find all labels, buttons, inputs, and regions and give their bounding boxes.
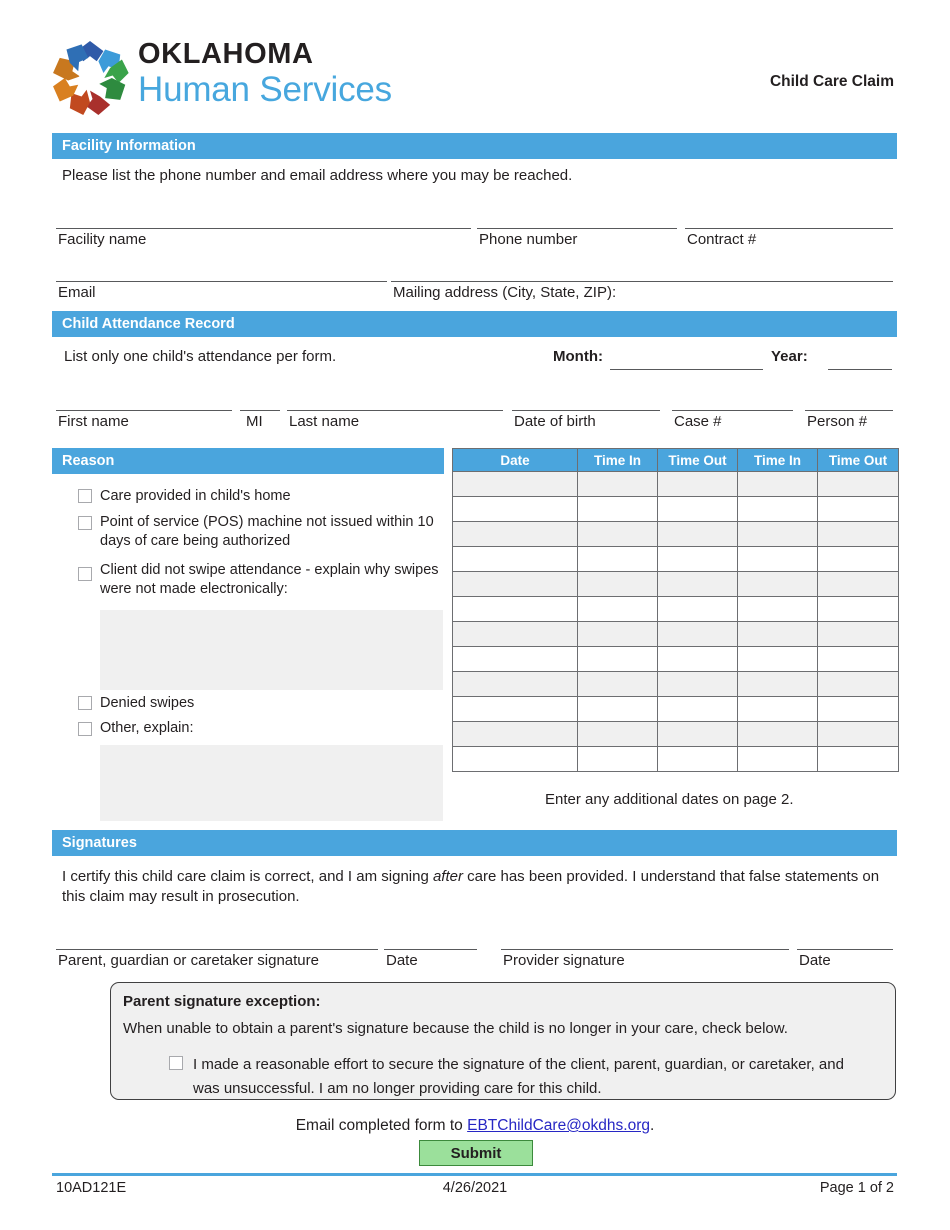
attendance-cell-time-in-8[interactable] (738, 647, 818, 672)
section-header-reason: Reason (52, 448, 444, 474)
exception-title: Parent signature exception: (123, 993, 321, 1010)
attendance-cell-time-in-4[interactable] (578, 547, 658, 572)
mi-input[interactable] (240, 410, 280, 411)
last-name-label: Last name (289, 413, 360, 430)
reason-label-pos-machine-not-issued: Point of service (POS) machine not issued within 10 days of care being authorized (100, 514, 434, 549)
attendance-table-row (453, 497, 899, 522)
attendance-cell-time-out-9[interactable] (818, 672, 899, 697)
attendance-cell-time-out-11[interactable] (658, 722, 738, 747)
first-name-label: First name (58, 413, 129, 430)
last-name-input[interactable] (287, 410, 503, 411)
attendance-cell-date-9[interactable] (453, 672, 578, 697)
attendance-cell-time-in-2[interactable] (578, 497, 658, 522)
section-header-child-attendance-record: Child Attendance Record (52, 311, 897, 337)
attendance-cell-time-out-7[interactable] (658, 622, 738, 647)
reason-label-client-did-not-swipe: Client did not swipe attendance - explain why swipes were not made electronically: (100, 562, 439, 597)
attendance-table-note: Enter any additional dates on page 2. (545, 791, 794, 808)
reason-label-other: Other, explain: (100, 720, 194, 736)
attendance-table-row (453, 472, 899, 497)
attendance-cell-time-in-10[interactable] (578, 697, 658, 722)
attendance-table-header-row (453, 449, 899, 472)
parent-signature-date-input[interactable] (384, 949, 477, 950)
attendance-table-row (453, 647, 899, 672)
reason-explain-textarea-1[interactable] (100, 610, 443, 690)
section-header-facility-information: Facility Information (52, 133, 897, 159)
attendance-cell-date-12[interactable] (453, 747, 578, 772)
mailing-address-input[interactable] (391, 281, 893, 282)
attendance-cell-time-out-1[interactable] (818, 472, 899, 497)
case-number-label: Case # (674, 413, 722, 430)
email-input[interactable] (56, 281, 387, 282)
attendance-table-row (453, 572, 899, 597)
attendance-table-row (453, 547, 899, 572)
email-address-link[interactable]: EBTChildCare@okdhs.org (467, 1117, 650, 1134)
reason-label-denied-swipes: Denied swipes (100, 695, 195, 711)
parent-signature-label: Parent, guardian or caretaker signature (58, 952, 319, 969)
attendance-cell-time-in-9[interactable] (578, 672, 658, 697)
logo-wordmark (138, 38, 392, 110)
certification-text-part1: I certify this child care claim is correct, and I am signing (62, 868, 433, 885)
phone-number-input[interactable] (477, 228, 677, 229)
month-input[interactable] (610, 369, 763, 370)
reason-label-care-in-child-home: Care provided in child's home (100, 488, 291, 504)
attendance-cell-time-out-3[interactable] (658, 522, 738, 547)
exception-checkbox-reasonable-effort[interactable] (169, 1056, 183, 1070)
submit-button[interactable]: Submit (419, 1140, 533, 1166)
attendance-cell-date-3[interactable] (453, 522, 578, 547)
attendance-cell-time-out-2[interactable] (818, 497, 899, 522)
email-prefix-text: Email completed form to (295, 1117, 468, 1134)
certification-statement (62, 867, 892, 907)
attendance-cell-date-1[interactable] (453, 472, 578, 497)
attendance-cell-time-out-1[interactable] (658, 472, 738, 497)
reason-checkbox-care-in-child-home[interactable] (78, 489, 92, 503)
attendance-cell-time-out-4[interactable] (658, 547, 738, 572)
attendance-col-time-in-1: Time In (578, 449, 658, 472)
attendance-cell-time-out-10[interactable] (818, 697, 899, 722)
attendance-cell-time-in-12[interactable] (578, 747, 658, 772)
certification-text-part2: care has been provided. I understand that false statements on this claim may result in prosecution. (62, 868, 880, 905)
phone-number-label: Phone number (479, 231, 578, 248)
form-number: 10AD121E (56, 1180, 127, 1196)
page-header (0, 0, 950, 128)
attendance-col-time-out-1: Time Out (658, 449, 738, 472)
attendance-cell-date-4[interactable] (453, 547, 578, 572)
date-of-birth-label: Date of birth (514, 413, 596, 430)
attendance-table-row (453, 722, 899, 747)
facility-name-label: Facility name (58, 231, 147, 248)
month-label: Month: (553, 348, 603, 365)
attendance-cell-time-in-11[interactable] (738, 722, 818, 747)
parent-signature-input[interactable] (56, 949, 378, 950)
exception-subtitle: When unable to obtain a parent's signature because the child is no longer in your care, check below. (123, 1020, 788, 1037)
attendance-cell-time-in-3[interactable] (738, 522, 818, 547)
date-of-birth-input[interactable] (512, 410, 660, 411)
mi-label: MI (246, 413, 263, 430)
attendance-table-row (453, 622, 899, 647)
attendance-cell-time-in-4[interactable] (738, 547, 818, 572)
provider-signature-date-label: Date (799, 952, 831, 969)
attendance-cell-time-in-6[interactable] (578, 597, 658, 622)
attendance-col-date: Date (453, 449, 578, 472)
certification-text-after: after (432, 868, 463, 885)
attendance-cell-time-out-8[interactable] (818, 647, 899, 672)
email-suffix-text: . (650, 1117, 655, 1134)
case-number-input[interactable] (672, 410, 793, 411)
attendance-table-row (453, 597, 899, 622)
first-name-input[interactable] (56, 410, 232, 411)
form-revision-date: 4/26/2021 (442, 1180, 508, 1196)
attendance-cell-time-in-5[interactable] (738, 572, 818, 597)
footer-divider (52, 1173, 897, 1176)
attendance-cell-time-in-7[interactable] (738, 622, 818, 647)
attendance-cell-time-in-8[interactable] (578, 647, 658, 672)
parent-signature-date-label: Date (386, 952, 418, 969)
attendance-cell-time-out-11[interactable] (818, 722, 899, 747)
attendance-cell-time-out-7[interactable] (818, 622, 899, 647)
attendance-cell-date-2[interactable] (453, 497, 578, 522)
attendance-cell-time-in-6[interactable] (738, 597, 818, 622)
attendance-col-time-in-2: Time In (738, 449, 818, 472)
attendance-cell-time-out-5[interactable] (658, 572, 738, 597)
attendance-cell-time-out-2[interactable] (658, 497, 738, 522)
attendance-cell-time-out-3[interactable] (818, 522, 899, 547)
contract-number-label: Contract # (687, 231, 757, 248)
attendance-cell-time-in-2[interactable] (738, 497, 818, 522)
person-number-input[interactable] (805, 410, 893, 411)
attendance-table-body (453, 472, 899, 772)
provider-signature-input[interactable] (501, 949, 789, 950)
attendance-table-row (453, 672, 899, 697)
facility-instruction-text: Please list the phone number and email address where you may be reached. (62, 167, 573, 184)
attendance-cell-time-out-9[interactable] (658, 672, 738, 697)
attendance-cell-time-in-7[interactable] (578, 622, 658, 647)
attendance-cell-date-11[interactable] (453, 722, 578, 747)
provider-signature-label: Provider signature (503, 952, 625, 969)
attendance-cell-date-5[interactable] (453, 572, 578, 597)
attendance-table-row (453, 522, 899, 547)
attendance-cell-time-in-5[interactable] (578, 572, 658, 597)
person-number-label: Person # (807, 413, 868, 430)
provider-signature-date-input[interactable] (797, 949, 893, 950)
attendance-cell-time-in-9[interactable] (738, 672, 818, 697)
attendance-cell-time-in-12[interactable] (738, 747, 818, 772)
reason-checkbox-other[interactable] (78, 722, 92, 736)
attendance-table-row (453, 747, 899, 772)
attendance-cell-time-out-8[interactable] (658, 647, 738, 672)
facility-name-input[interactable] (56, 228, 471, 229)
attendance-cell-time-in-3[interactable] (578, 522, 658, 547)
attendance-instruction-text: List only one child's attendance per form. (64, 348, 337, 365)
logo-line-human-services: Human Services (138, 70, 392, 109)
attendance-cell-time-in-11[interactable] (578, 722, 658, 747)
email-label: Email (58, 284, 96, 301)
attendance-cell-date-6[interactable] (453, 597, 578, 622)
attendance-cell-time-out-5[interactable] (818, 572, 899, 597)
oklahoma-human-services-pinwheel-logo-icon (48, 36, 132, 120)
year-label: Year: (771, 348, 808, 365)
attendance-cell-date-7[interactable] (453, 622, 578, 647)
parent-signature-exception-box (110, 982, 896, 1100)
contract-number-input[interactable] (685, 228, 893, 229)
attendance-cell-time-out-4[interactable] (818, 547, 899, 572)
reason-checkbox-client-did-not-swipe[interactable] (78, 567, 92, 581)
reason-checkbox-denied-swipes[interactable] (78, 696, 92, 710)
attendance-cell-time-in-1[interactable] (738, 472, 818, 497)
attendance-cell-date-8[interactable] (453, 647, 578, 672)
attendance-table (452, 448, 899, 772)
attendance-cell-time-out-6[interactable] (658, 597, 738, 622)
exception-checkbox-label: I made a reasonable effort to secure the signature of the client, parent, guardian, or caretaker, and was unsuccessful. I am no longer providing care for this child. (193, 1056, 844, 1097)
email-submission-line (0, 1117, 950, 1135)
attendance-col-time-out-2: Time Out (818, 449, 899, 472)
form-title: Child Care Claim (769, 73, 894, 90)
attendance-cell-time-in-10[interactable] (738, 697, 818, 722)
attendance-cell-date-10[interactable] (453, 697, 578, 722)
mailing-address-label: Mailing address (City, State, ZIP): (393, 284, 617, 301)
section-header-signatures: Signatures (52, 830, 897, 856)
reason-explain-textarea-2[interactable] (100, 745, 443, 821)
reason-checkbox-pos-machine-not-issued[interactable] (78, 516, 92, 530)
attendance-cell-time-out-6[interactable] (818, 597, 899, 622)
attendance-cell-time-out-10[interactable] (658, 697, 738, 722)
year-input[interactable] (828, 369, 892, 370)
logo-line-oklahoma: OKLAHOMA (138, 38, 314, 70)
attendance-cell-time-in-1[interactable] (578, 472, 658, 497)
attendance-table-row (453, 697, 899, 722)
page-indicator: Page 1 of 2 (819, 1180, 894, 1196)
attendance-cell-time-out-12[interactable] (658, 747, 738, 772)
attendance-cell-time-out-12[interactable] (818, 747, 899, 772)
